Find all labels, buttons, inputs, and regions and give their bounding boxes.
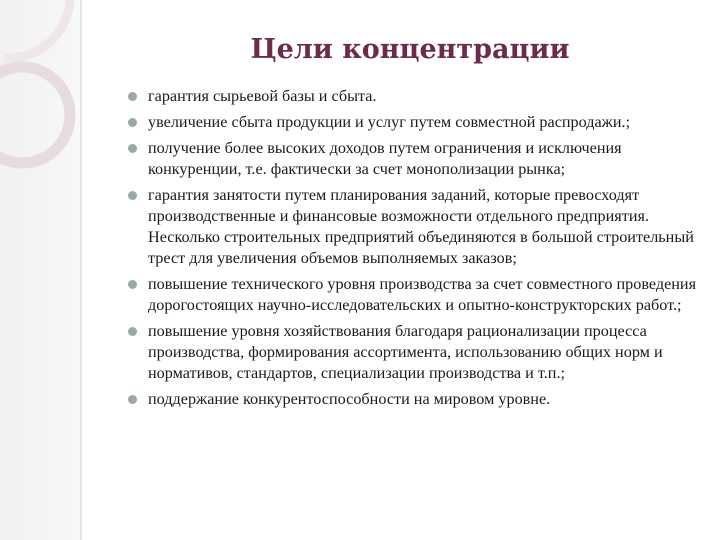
bullet-text: получение более высоких доходов путем ограничения и исключения конкуренции, т.е. фактически за счет монополизации рынка; [148,139,622,178]
bullet-text: повышение уровня хозяйствования благодаря рационализации процесса производства, формирования ассортимента, использованию общих норм и нормативов, стандартов, специализации производства и т.п.; [148,322,663,382]
bullet-dot-icon [128,118,137,127]
bullet-text: гарантия сырьевой базы и сбыта. [148,87,377,105]
bullet-dot-icon [128,327,137,336]
list-item [128,138,698,180]
bullet-dot-icon [128,144,137,153]
bullet-list [128,86,698,415]
bullet-text: гарантия занятости путем планирования заданий, которые превосходят производственные и финансовые возможности отдельного предприятия. Несколько строительных предприятий объединяются в большой строительный трест для увеличения объемов выполняемых заказов; [148,186,694,267]
list-item [128,112,698,133]
list-item [128,389,698,410]
bullet-dot-icon [128,280,137,289]
slide-title: Цели концентрации [250,34,570,65]
list-item [128,321,698,384]
bullet-text: увеличение сбыта продукции и услуг путем совместной распродажи.; [148,113,631,131]
list-item [128,86,698,107]
decorative-rings [0,0,140,220]
list-item [128,274,698,316]
bullet-dot-icon [128,92,137,101]
bullet-dot-icon [128,395,137,404]
bullet-dot-icon [128,191,137,200]
list-item [128,185,698,269]
bullet-text: повышение технического уровня производства за счет совместного проведения дорогостоящих научно-исследовательских и опытно-конструкторских работ.; [148,275,697,314]
bullet-text: поддержание конкурентоспособности на мировом уровне. [148,390,551,408]
